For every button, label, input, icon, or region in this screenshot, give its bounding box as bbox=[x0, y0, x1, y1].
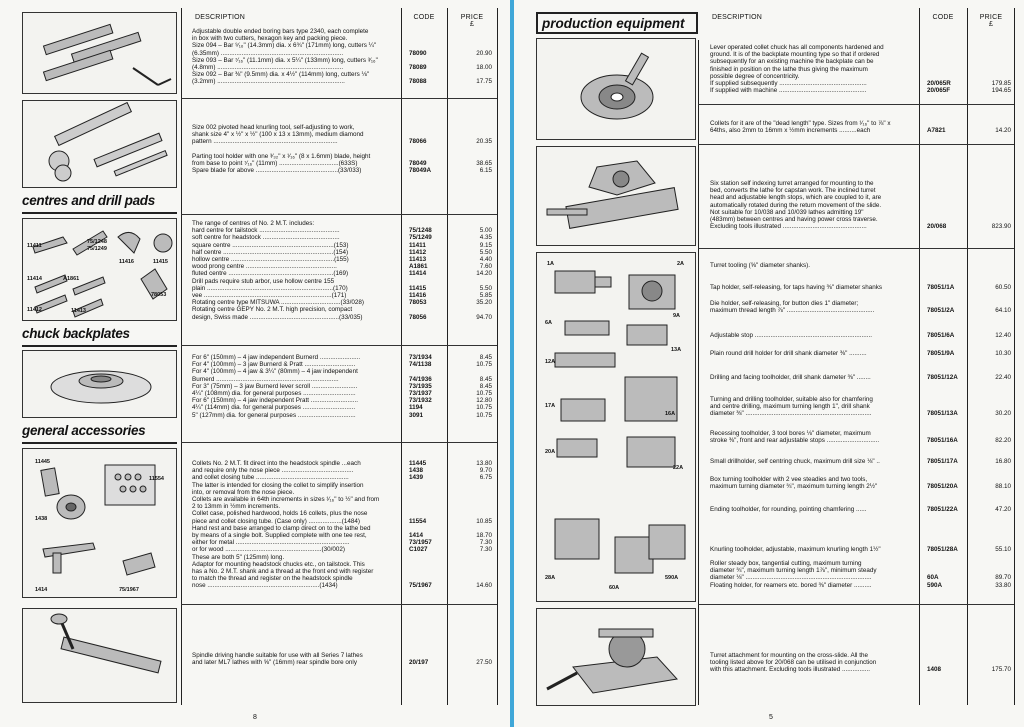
label-2a: 2A bbox=[677, 261, 685, 267]
tool-description: Tap holder, self-releasing, for taps having ⅜" diameter shanks bbox=[710, 284, 882, 291]
label-11414: 11414 bbox=[27, 276, 42, 282]
label-28a: 28A bbox=[545, 575, 556, 581]
tool-description: Die holder, self-releasing, for button dies 1" diameter; maximum thread length ⅞" .................................................. bbox=[710, 300, 875, 315]
turret-tooling-illustration bbox=[536, 252, 696, 602]
tool-price: 82.20 bbox=[995, 437, 1011, 445]
tool-code: 590A bbox=[927, 582, 943, 589]
knurling-prices: 20.35 38.65 6.15 bbox=[476, 138, 492, 175]
section-rule bbox=[22, 442, 177, 444]
tool-code: 78051/9A bbox=[927, 350, 955, 357]
tool-description: Floating holder, for reamers etc. bored ⅜" diameter .......... bbox=[710, 582, 872, 589]
row-rule bbox=[698, 604, 1014, 605]
column-rule bbox=[967, 8, 968, 705]
tool-description: Knurling toolholder, adjustable, maximum knurling length 1½" bbox=[710, 546, 881, 553]
label-6a: 6A bbox=[545, 320, 553, 326]
tool-code: 78051/6A bbox=[927, 332, 955, 339]
tool-code: 78051/16A bbox=[927, 437, 958, 445]
label-22a: 22A bbox=[673, 465, 684, 471]
turret-illustration bbox=[536, 146, 696, 246]
tool-price: 12.40 bbox=[995, 332, 1011, 339]
tool-price: 89.70 bbox=[995, 574, 1011, 582]
label-20a: 20A bbox=[545, 449, 556, 455]
tool-code: 78051/13A bbox=[927, 410, 958, 418]
driving-handle-illustration bbox=[22, 608, 177, 703]
label-9a: 9A bbox=[673, 313, 681, 319]
turret-tooling-drawing bbox=[537, 253, 696, 602]
row-rule bbox=[181, 214, 497, 215]
tool-description: Recessing toolholder, 3 tool bores ⅛" diameter, maximum stroke ⅜", front and rear adjustable stops .............................. bbox=[710, 430, 880, 445]
knurling-codes: 78066 78049 78049A bbox=[409, 138, 432, 175]
label-78053: 78053 bbox=[151, 292, 167, 298]
collet-chuck-codes: 20/065R 20/065F bbox=[927, 80, 951, 95]
description-header: DESCRIPTION bbox=[195, 14, 246, 21]
collet-chuck-prices: 179.85 194.65 bbox=[991, 80, 1011, 95]
tool-code: 78051/2A bbox=[927, 307, 955, 315]
label-11412: 11412 bbox=[27, 307, 42, 313]
label-13a: 13A bbox=[671, 347, 682, 353]
section-rule bbox=[22, 212, 177, 214]
price-header-label: PRICE bbox=[979, 14, 1003, 21]
section-rule bbox=[22, 345, 177, 347]
label-a1861: A1861 bbox=[63, 276, 80, 282]
row-rule bbox=[181, 345, 497, 346]
code-header: CODE bbox=[413, 14, 435, 21]
handle-price: 27.50 bbox=[476, 659, 492, 667]
centres-illustration bbox=[22, 218, 177, 321]
turret-attachment-drawing bbox=[537, 609, 696, 706]
tool-code: 78051/12A bbox=[927, 374, 958, 381]
tool-code: 78051/20A bbox=[927, 483, 958, 491]
backplate-illustration bbox=[22, 350, 177, 418]
centres-description: The range of centres of No. 2 M.T. includes: hard centre for tailstock .............................................. soft centre for headstock ............................................ square centre ..........................................................(153) half centre ...............................................................(154) hollow centre ...........................................................(155) wood prong centre .................................................... fluted centre ............................................................(169) Drill pads require stub arbor, use hollow centre 155 plain ........................................................................(170) vee .........................................................................(171) Rotating centre type MITSUWA ..................................(33/028) Rotating centre GEPY No. 2 M.T. high precision, compact design, Swiss made ...................................................(33/035) bbox=[192, 220, 364, 321]
label-11413: 11413 bbox=[71, 308, 86, 314]
section-title-centres: centres and drill pads bbox=[22, 193, 155, 208]
label-590a: 590A bbox=[665, 575, 679, 581]
turret-drawing bbox=[537, 147, 696, 246]
tool-description: Turret tooling (⅝" diameter shanks). bbox=[710, 262, 810, 269]
label-11411: 11411 bbox=[27, 243, 42, 249]
collets-drawing bbox=[23, 449, 177, 598]
tool-price: 47.20 bbox=[995, 506, 1011, 513]
boring-bars-illustration bbox=[22, 12, 177, 94]
tool-price: 10.30 bbox=[995, 350, 1011, 357]
tool-price: 55.10 bbox=[995, 546, 1011, 553]
label-11416: 11416 bbox=[119, 259, 134, 265]
left-catalogue-page bbox=[0, 0, 510, 727]
turret-description: Six station self indexing turret arranged for mounting to the bed, converts the lathe for capstan work. The inclined turret head and adjustable length stops, which are coupled to it, are automatically rotated during the return movement of the slide. Not suitable for 10/038 and 10/039 lathes admitting 19" (483mm) between centres and having power cross traverse. Excluding tools illustrated ................................................ bbox=[710, 180, 882, 231]
collets-price: 14.20 bbox=[995, 127, 1011, 135]
section-title-production-equipment: production equipment bbox=[536, 12, 698, 34]
tool-code: 78051/22A bbox=[927, 506, 958, 513]
row-rule bbox=[181, 442, 497, 443]
accessories-codes: 11445 1438 1439 11554 1414 73/1957 C1027 75/1967 bbox=[409, 460, 432, 590]
tool-price: 60.50 bbox=[995, 284, 1011, 291]
driving-handle-drawing bbox=[23, 609, 177, 703]
label-11554: 11554 bbox=[149, 476, 164, 482]
label-17a: 17A bbox=[545, 403, 556, 409]
tool-price: 16.80 bbox=[995, 458, 1011, 465]
price-unit: £ bbox=[988, 21, 994, 28]
turret-attachment-code: 1408 bbox=[927, 666, 942, 673]
price-header bbox=[454, 14, 490, 28]
tool-price: 30.20 bbox=[995, 410, 1011, 418]
turret-attachment-price: 175.70 bbox=[991, 666, 1011, 673]
label-16a: 16A bbox=[665, 411, 676, 417]
label-60a: 60A bbox=[609, 585, 620, 591]
tool-description: Drilling and facing toolholder, drill shank dameter ⅜" ........ bbox=[710, 374, 871, 381]
boring-bars-prices: 20.90 18.00 17.75 bbox=[476, 49, 492, 86]
tool-description: Small drillholder, self centring chuck, maximum drill size ⅛" .. bbox=[710, 458, 880, 465]
label-75-1248: 75/1248 bbox=[87, 239, 107, 245]
accessories-description: Collets No. 2 M.T. fit direct into the headstock spindle ...each and require only the nose piece ......................................... and collet closing tube ..................................................... The latter is intended for closing the collet to simplify insertion into, or removal from the nose piece. Collets are available in 64th increments in sizes ¹⁄₁₆" to ½" and from 2 to 13mm in ½mm increments. Collet case, polished hardwood, holds 16 collets, plus the nose piece and collet closing tube. (Case only) ...................(1484) Hand rest and base arranged to clamp direct on to the lathe bed by means of a single bolt. Supplied complete with one tee rest, either for metal ................................................................. or for wood .......................................................(30/002) These are both 5" (125mm) long. Adaptor for mounting headstock chucks etc., on tailstock. This has a No. 2 M.T. shank and a thread at the front end with register to match the thread and register on the headstock spindle nose ................................................................(1434) bbox=[192, 460, 380, 590]
collet-chuck-illustration bbox=[536, 38, 696, 140]
tool-description: Box turning toolholder with 2 vee steadies and two tools, maximum turning diameter ¾", maximum turning length 2½" bbox=[710, 476, 878, 491]
label-11415: 11415 bbox=[153, 259, 168, 265]
turret-code: 20/068 bbox=[927, 223, 947, 231]
tool-description: Roller steady box, tangential cutting, maximum turning diameter ¾", maximum turning length 1⅞", minimum steady diameter ⅛" ........................................................................ bbox=[710, 560, 877, 582]
tool-code: 78051/28A bbox=[927, 546, 958, 553]
section-title-chuck-backplates: chuck backplates bbox=[22, 326, 130, 341]
tool-code: 78051/1A bbox=[927, 284, 955, 291]
tool-code: 60A bbox=[927, 574, 939, 582]
label-1414: 1414 bbox=[35, 587, 48, 593]
tool-code: 78051/17A bbox=[927, 458, 958, 465]
backplates-description: For 6" (150mm) – 4 jaw independent Burnerd ....................... For 4" (100mm) – 3 jaw Burnerd & Pratt ............................. For 4" (100mm) – 4 jaw & 3¼" (80mm) – 4 jaw independent Burnerd ...................................................................... For 3" (75mm) – 3 jaw Burnerd lever scroll .......................... 4¼" (108mm) dia. for general purposes .............................. For 6" (150mm) – 4 jaw independent Pratt ........................... 4¼" (114mm) dia. for general purposes .............................. 5" (127mm) dia. for general purposes ................................. bbox=[192, 354, 361, 419]
column-rule bbox=[181, 8, 182, 705]
row-rule bbox=[181, 604, 497, 605]
tool-description: Turning and drilling toolholder, suitable also for chamfering and centre drilling, maximum turning length 1", drill shank diameter ⅜" ........................................................................ bbox=[710, 396, 873, 418]
row-rule bbox=[181, 98, 497, 99]
collet-chuck-description: Lever operated collet chuck has all components hardened and ground. It is of the backplate mounting type so that if ordered subsequently for an existing machine the backplate can be finished in position on the lathe thus giving the maximum possible degree of concentricity. If supplied subsequently .................................................. If supplied with machine .................................................. bbox=[710, 44, 884, 95]
row-rule bbox=[698, 248, 1014, 249]
turret-attachment-illustration bbox=[536, 608, 696, 706]
label-12a: 12A bbox=[545, 359, 556, 365]
handle-description: Spindle driving handle suitable for use with all Series 7 lathes and later ML7 lathes with ⅝" (16mm) rear spindle bore only bbox=[192, 652, 363, 667]
tool-price: 33.80 bbox=[995, 582, 1011, 589]
turret-attachment-description: Turret attachment for mounting on the cross-slide. All the tooling listed above for 20/068 can be utilised in conjunction with this attachment. Excluding tools illustrated ................ bbox=[710, 652, 877, 674]
knurling-tool-drawing bbox=[23, 101, 177, 188]
centres-prices: 5.00 4.35 9.15 5.50 4.40 7.60 14.20 5.50 5.85 35.20 94.70 bbox=[476, 227, 492, 321]
row-rule bbox=[698, 104, 1014, 105]
centres-drawing bbox=[23, 219, 177, 321]
column-rule bbox=[497, 8, 498, 705]
page-number: 5 bbox=[769, 714, 773, 721]
boring-bars-codes: 78090 78089 78088 bbox=[409, 49, 427, 86]
price-unit: £ bbox=[469, 21, 475, 28]
description-header: DESCRIPTION bbox=[712, 14, 763, 21]
collets-code: A7821 bbox=[927, 127, 946, 135]
label-11445: 11445 bbox=[35, 459, 50, 465]
tool-description: Plain round drill holder for drill shank diameter ⅜" .......... bbox=[710, 350, 867, 357]
code-header: CODE bbox=[932, 14, 954, 21]
tool-description: Ending toolholder, for rounding, pointing chamfering ...... bbox=[710, 506, 867, 513]
backplates-codes: 73/1934 74/1138 74/1936 73/1935 73/1937 73/1932 1194 3091 bbox=[409, 354, 432, 419]
tool-price: 64.10 bbox=[995, 307, 1011, 315]
price-header bbox=[973, 14, 1009, 28]
knurling-tool-illustration bbox=[22, 100, 177, 188]
tool-price: 88.10 bbox=[995, 483, 1011, 491]
column-rule bbox=[698, 40, 699, 705]
centres-codes: 75/1248 75/1249 11411 11412 11413 A1861 11414 11415 11416 78053 78056 bbox=[409, 227, 432, 321]
boring-bars-drawing bbox=[23, 13, 177, 94]
backplate-drawing bbox=[23, 351, 177, 418]
collets-illustration bbox=[22, 448, 177, 598]
column-rule bbox=[1014, 8, 1015, 705]
handle-code: 20/197 bbox=[409, 659, 429, 667]
label-75-1249: 75/1249 bbox=[87, 246, 107, 252]
boring-bars-description: Adjustable double ended boring bars type 2340, each complete in box with two cutters, hexagon key and packing piece. Size 094 – Bar ⁹⁄₁₆" (14.3mm) dia. x 6¾" (171mm) long, cutters ¼" (6.35mm) ...................................................................... Size 093 – Bar ⁷⁄₁₆" (11.1mm) dia. x 5¼" (133mm) long, cutters ³⁄₁₆" (4.8mm) ........................................................................ Size 092 – Bar ⅜" (9.5mm) dia. x 4½" (114mm) long, cutters ⅛" (3.2mm) ......................................................................... bbox=[192, 28, 378, 86]
backplates-prices: 8.45 10.75 8.45 8.45 10.75 12.80 10.75 10.75 bbox=[476, 354, 492, 419]
column-rule bbox=[447, 8, 448, 705]
tool-price: 22.40 bbox=[995, 374, 1011, 381]
row-rule bbox=[698, 144, 1014, 145]
accessories-prices: 13.80 9.70 6.75 10.85 18.70 7.30 7.30 14.60 bbox=[476, 460, 492, 590]
collets-description: Collets for it are of the "dead length" type. Sizes from ¹⁄₁₆" to ⅞" x 64ths, also 2mm to 16mm x ½mm increments ..........each bbox=[710, 120, 891, 135]
knurling-description: Size 002 pivoted head knurling tool, self-adjusting to work, shank size 4" x ½" x ½" (100 x 13 x 13mm), medium diamond pattern ....................................................................... Parting tool holder with one ³⁄₃₂" x ¹⁄₁₆" (8 x 1.6mm) blade, height from base to point ⁷⁄₁₆" (11mm) ..................................(633S) Spare blade for above ...............................................(33/033) bbox=[192, 124, 371, 175]
column-rule bbox=[401, 8, 402, 705]
tool-description: Adjustable stop ................................................................... bbox=[710, 332, 873, 339]
label-1a: 1A bbox=[547, 261, 555, 267]
page-number: 8 bbox=[253, 714, 257, 721]
section-title-general-accessories: general accessories bbox=[22, 423, 146, 438]
right-catalogue-page bbox=[514, 0, 1024, 727]
column-rule bbox=[919, 8, 920, 705]
label-75-1967: 75/1967 bbox=[119, 587, 139, 593]
price-header-label: PRICE bbox=[460, 14, 484, 21]
collet-chuck-drawing bbox=[537, 39, 696, 140]
label-1438: 1438 bbox=[35, 516, 48, 522]
turret-price: 823.90 bbox=[991, 223, 1011, 231]
